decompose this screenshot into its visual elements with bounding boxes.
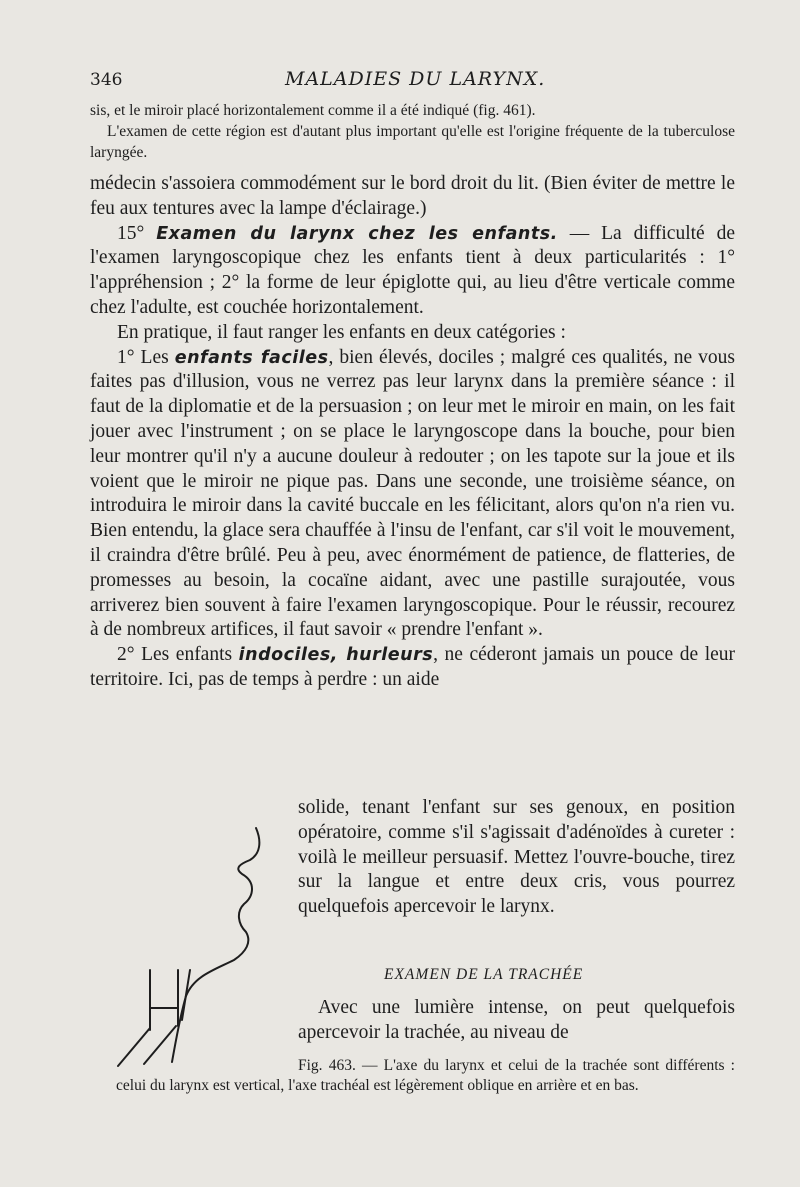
larynx-profile-outline [172,828,259,1062]
emphasis-term: enfants faciles [174,347,329,368]
item-number: 1° Les [117,346,175,368]
footnote-line: sis, et le miroir placé horizontalement comme il a été indiqué (fig. 461). [90,102,536,119]
wrapped-text-column [298,796,735,920]
paragraph-text: , ne céderont jamais un pouce de leur territoire. Ici, pas de temps à perdre : un aide [90,644,736,690]
wrapped-text-column [298,996,735,1046]
paragraph-text: , bien élevés, dociles ; malgré ces qualités, ne vous faites pas d'illusion, vous ne verrez pas leur larynx dans la première séance : il faut de la diplomatie et de la persuasion ; on leur met le miroir en main, on les fait jouer avec l'instrument ; on se place le laryngoscope dans la bouche, pour bien leur montrer qu'il n'y a aucune douleur à redouter ; on les tapote sur la joue et ils voient que le miroir ne pique pas. Dans une seconde, une troisième séance, on introduira le miroir dans la cavité buccale en les félicitant, alors qu'on n'a rien vu. Bien entendu, la glace sera chauffée à l'insu de l'enfant, car s'il voit le mouvement, il craindra d'être brûlé. Peu à peu, avec énormément de patience, de flatteries, de promesses au besoin, la cocaïne aidant, avec une pastille surajoutée, vous arriverez bien souvent à faire l'examen laryngoscopique. Pour le réussir, recourez à de nombreux artifices, il faut savoir « prendre l'enfant ». [90,346,735,641]
larynx-trachea-axis-illustration [110,820,290,1080]
paragraph [90,222,735,321]
figure-463 [110,820,290,1080]
item-number: 2° Les enfants [117,644,239,666]
section-heading: Examen du larynx chez les enfants. [156,223,558,244]
paragraph [90,346,735,644]
figure-caption [116,1056,735,1096]
section-title: EXAMEN DE LA TRACHÉE [384,966,584,983]
caption-text: Fig. 463. — L'axe du larynx et celui de la trachée sont différents : celui du larynx est vertical, l'axe trachéal est légèrement oblique en arrière et en bas. [116,1057,735,1094]
paragraph: Avec une lumière intense, on peut quelquefois apercevoir la trachée, au niveau de [298,997,735,1043]
paragraph [90,643,735,693]
emphasis-term: indociles, hurleurs [238,645,434,666]
page-header [90,66,740,96]
page-number: 346 [90,70,123,90]
footnote-line: L'examen de cette région est d'autant plus important qu'elle est l'origine fréquente de la tuberculose laryngée. [90,123,735,161]
oblique-reference-line [182,970,190,1020]
main-text [90,172,735,693]
paragraph: médecin s'assoiera commodément sur le bord droit du lit. (Bien éviter de mettre le feu aux tentures avec la lampe d'éclairage.) [90,173,735,219]
paragraph: En pratique, il faut ranger les enfants en deux catégories : [117,321,566,343]
footnote-continuation [90,100,735,163]
running-title: MALADIES DU LARYNX. [285,68,546,90]
paragraph-text: — La difficulté de l'examen laryngoscopique chez les enfants tient à deux particularités : 1° l'appréhension ; 2° la forme de leur épiglotte qui, au lieu d'être verticale comme chez l'adulte, est couchée horizontalement. [90,222,735,318]
item-number: 15° [117,222,157,244]
paragraph-continuation: solide, tenant l'enfant sur ses genoux, en position opératoire, comme s'il s'agissait d'adénoïdes à cureter : voilà le meilleur persuasif. Mettez l'ouvre-bouche, tirez sur la langue et entre deux cris, vous pourrez quelquefois apercevoir le larynx. [298,797,735,918]
